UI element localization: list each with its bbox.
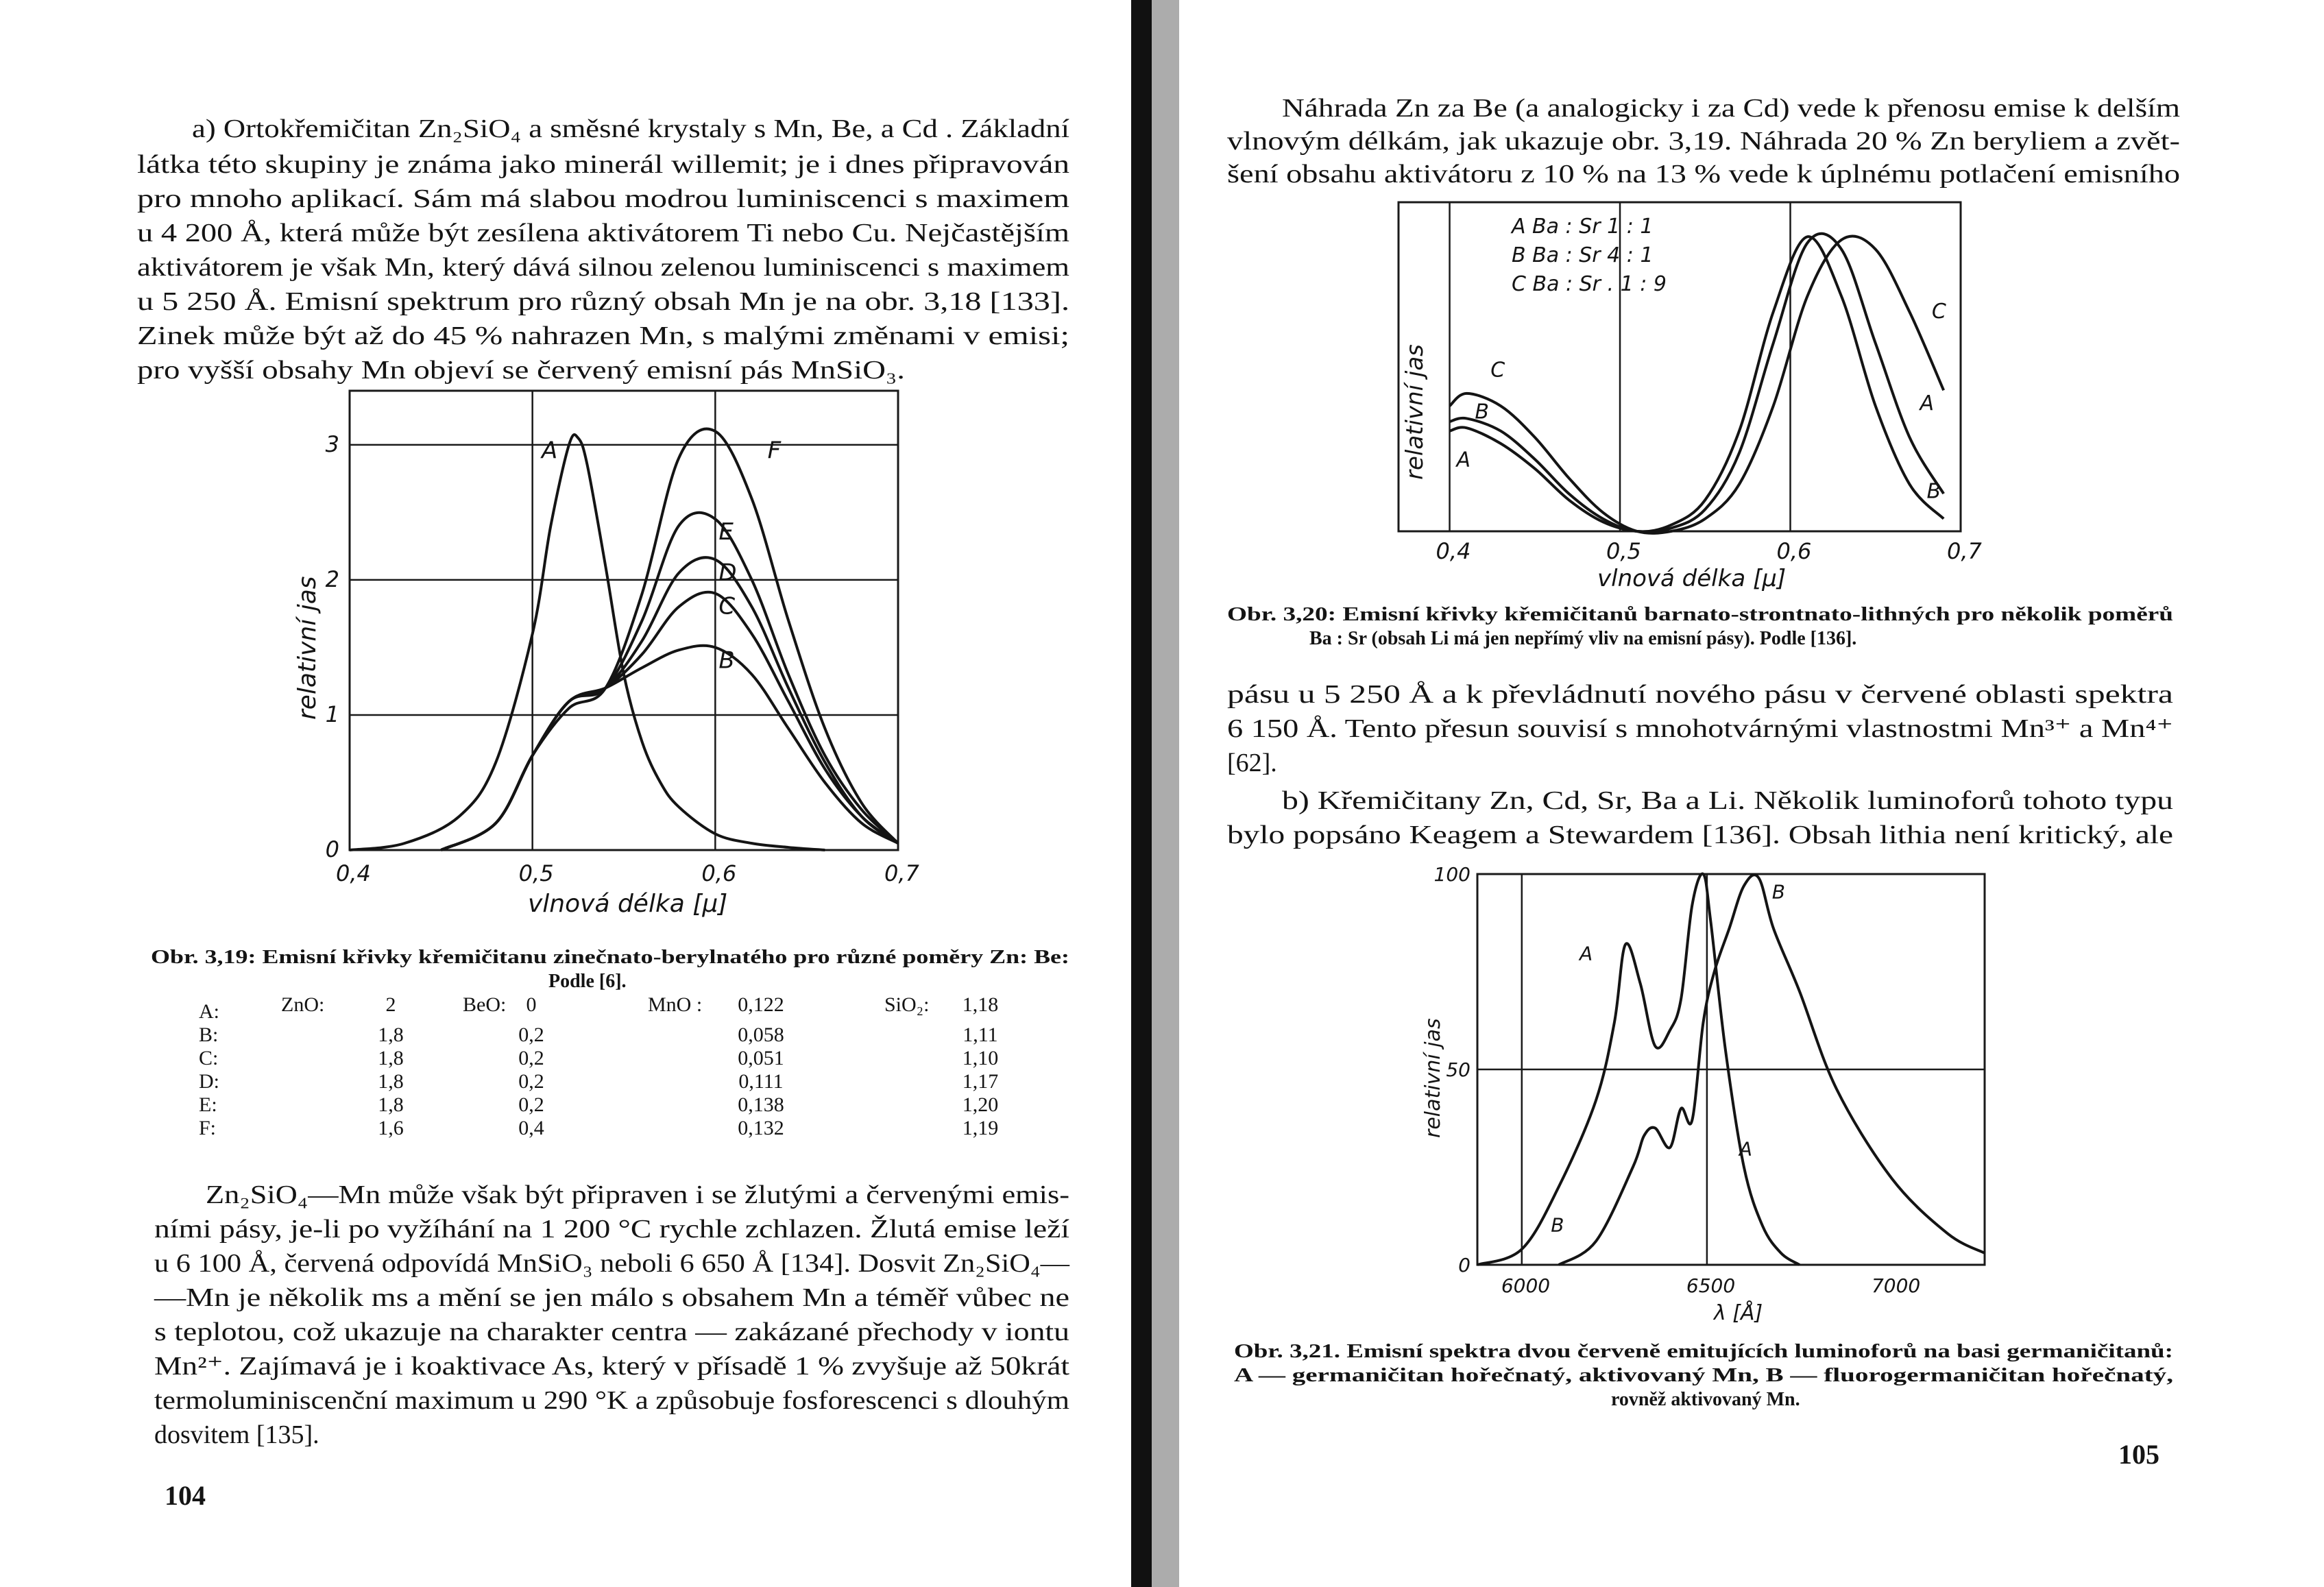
x-tick-label: 0,4 — [1436, 538, 1471, 564]
series-label-A: A — [1456, 448, 1471, 472]
table-cell-mno: 0,122 — [738, 993, 784, 1016]
text-line: u 4 200 Å, která může být zesílena aktivátorem Ti nebo Cu. Nejčastějším — [137, 219, 1069, 247]
spine-shadow — [1152, 0, 1179, 1587]
table-column-label: MnO : — [648, 993, 703, 1016]
x-tick-label: 0,4 — [336, 860, 371, 886]
table-row-label: A: — [199, 1000, 219, 1023]
y-axis-label: relativní jas — [1401, 344, 1429, 480]
x-tick-label: 0,7 — [1947, 538, 1982, 564]
x-axis-label: vlnová délka [μ] — [528, 890, 728, 918]
text-line: Zinek může být až do 45 % nahrazen Mn, s malými změnami v emisi; — [137, 322, 1069, 350]
x-tick-label: 0,7 — [884, 860, 919, 886]
text-line: pro vyšší obsahy Mn objeví se červený emisní pás MnSiO₃. — [137, 356, 905, 385]
x-tick-label: 6500 — [1686, 1274, 1736, 1297]
text-line: u 6 100 Å, červená odpovídá MnSiO₃ neboli 6 650 Å [134]. Dosvit Zn₂SiO₄— — [154, 1249, 1071, 1278]
y-tick-label: 0 — [1458, 1254, 1470, 1276]
text-line: šení obsahu aktivátoru z 10 % na 13 % vede k úplnému potlačení emisního — [1227, 160, 2180, 189]
text-line: ními pásy, je-li po vyžíhání na 1 200 °C rychle zchlazen. Žlutá emise leží — [154, 1215, 1070, 1244]
table-cell-sio2: 1,11 — [963, 1023, 998, 1046]
table-cell-beo: 0,2 — [518, 1070, 544, 1093]
table-cell-mno: 0,058 — [738, 1023, 784, 1046]
table-cell-zno: 1,8 — [378, 1023, 404, 1046]
table-cell-beo: 0 — [526, 993, 537, 1016]
series-label-E: E — [718, 518, 734, 546]
table-cell-sio2: 1,18 — [962, 993, 999, 1016]
series-label-F: F — [767, 437, 782, 465]
table-row-label: C: — [199, 1047, 219, 1069]
table-cell-mno: 0,111 — [738, 1070, 784, 1093]
table-row-label: E: — [199, 1093, 217, 1116]
table-column-label: SiO₂: — [884, 993, 930, 1016]
table-cell-zno: 1,8 — [378, 1093, 404, 1116]
legend-entry: B Ba : Sr 4 : 1 — [1512, 243, 1654, 267]
text-line: Mn²⁺. Zajímavá je i koaktivace As, který v přísadě 1 % zvyšuje až 50krát — [154, 1352, 1070, 1381]
series-label-B: B — [1475, 400, 1489, 424]
text-line: termoluminiscenční maximum u 290 °K a způsobuje fosforescenci s dlouhým — [154, 1386, 1069, 1415]
table-row-label: D: — [199, 1070, 219, 1093]
text-line: s teplotou, což ukazuje na charakter centra — zakázané přechody v iontu — [154, 1318, 1069, 1346]
table-cell-beo: 0,2 — [518, 1047, 544, 1069]
text-line: b) Křemičitany Zn, Cd, Sr, Ba a Li. Několik luminoforů tohoto typu — [1282, 786, 2173, 815]
text-line: Zn₂SiO₄—Mn může však být připraven i se žlutými a červenými emis- — [206, 1180, 1069, 1209]
text-line: pro mnoho aplikací. Sám má slabou modrou luminiscenci s maximem — [137, 184, 1069, 213]
x-tick-label: 6000 — [1501, 1274, 1551, 1297]
y-tick-label: 2 — [325, 566, 339, 592]
x-axis-label: λ [Å] — [1714, 1301, 1763, 1325]
series-label-A: A — [1739, 1137, 1753, 1161]
table-column-label: ZnO: — [281, 993, 325, 1016]
y-tick-label: 1 — [325, 701, 339, 727]
text-line: vlnovým délkám, jak ukazuje obr. 3,19. Náhrada 20 % Zn beryliem a zvět- — [1227, 127, 2180, 156]
y-tick-label: 100 — [1433, 863, 1470, 886]
text-line: látka této skupiny je známa jako minerál willemit; je i dnes připravován — [137, 150, 1069, 179]
text-line: bylo popsáno Keagem a Stewardem [136]. Obsah lithia není kritický, ale — [1227, 821, 2173, 849]
table-cell-zno: 2 — [385, 993, 396, 1016]
series-label-B: B — [718, 646, 735, 675]
text-line: aktivátorem je však Mn, který dává silnou zelenou luminiscenci s maximem — [137, 253, 1069, 282]
series-label-D: D — [718, 559, 737, 587]
table-cell-mno: 0,051 — [738, 1047, 784, 1069]
table-cell-beo: 0,2 — [518, 1023, 544, 1046]
page-number-left: 104 — [165, 1480, 206, 1511]
caption-line: Obr. 3,19: Emisní křivky křemičitanu zinečnato-berylnatého pro různé poměry Zn: Be: — [151, 947, 1069, 968]
caption-line: Obr. 3,20: Emisní křivky křemičitanů barnato-strontnato-lithných pro několik poměrů — [1227, 604, 2173, 625]
table-cell-sio2: 1,10 — [962, 1047, 999, 1069]
legend-entry: C Ba : Sr . 1 : 9 — [1512, 272, 1667, 296]
y-tick-label: 50 — [1446, 1058, 1470, 1081]
series-label-C: C — [1931, 300, 1946, 324]
series-label-A: A — [542, 437, 558, 465]
text-line: dosvitem [135]. — [154, 1420, 319, 1449]
caption-line: rovněž aktivovaný Mn. — [1611, 1389, 1800, 1410]
right-paragraph-top — [1227, 94, 2180, 189]
caption-line: Obr. 3,21. Emisní spektra dvou červeně emitujících luminoforů na basi germaničitanů: — [1234, 1341, 2173, 1362]
series-label-C: C — [718, 592, 736, 620]
table-cell-sio2: 1,20 — [962, 1093, 999, 1116]
legend — [1510, 215, 1667, 296]
text-line: u 5 250 Å. Emisní spektrum pro různý obsah Mn je na obr. 3,18 [133]. — [137, 287, 1069, 316]
x-tick-label: 0,5 — [518, 860, 554, 886]
text-line: pásu u 5 250 Å a k převládnutí nového pásu v červené oblasti spektra — [1227, 680, 2174, 709]
table-cell-mno: 0,132 — [738, 1117, 784, 1139]
caption-line: Podle [6]. — [548, 971, 627, 992]
series-label-B: B — [1926, 479, 1941, 504]
text-line: a) Ortokřemičitan Zn₂SiO₄ a směsné krystaly s Mn, Be, a Cd . Základní — [192, 114, 1070, 143]
x-axis-label: vlnová délka [μ] — [1597, 565, 1787, 592]
caption-line: Ba : Sr (obsah Li má jen nepřímý vliv na emisní pásy). Podle [136]. — [1309, 628, 1857, 649]
x-tick-label: 0,5 — [1606, 538, 1641, 564]
y-tick-label: 0 — [325, 836, 339, 862]
table-cell-zno: 1,8 — [378, 1047, 404, 1069]
text-line: 6 150 Å. Tento přesun souvisí s mnohotvárnými vlastnostmi Mn³⁺ a Mn⁴⁺ — [1227, 714, 2173, 743]
x-tick-label: 0,6 — [1776, 538, 1812, 564]
table-cell-beo: 0,2 — [518, 1093, 544, 1116]
text-line: —Mn je několik ms a mění se jen málo s obsahem Mn a téměř vůbec ne — [153, 1283, 1069, 1312]
caption-line: A — germaničitan hořečnatý, aktivovaný Mn, B — fluorogermaničitan hořečnatý, — [1234, 1365, 2173, 1386]
text-line: Náhrada Zn za Be (a analogicky i za Cd) vede k přenosu emise k delším — [1282, 94, 2180, 123]
series-label-B: B — [1771, 880, 1785, 904]
table-cell-zno: 1,8 — [378, 1070, 404, 1093]
table-cell-beo: 0,4 — [518, 1117, 544, 1139]
y-axis-label: relativní jas — [1421, 1018, 1445, 1138]
table-row-label: B: — [199, 1023, 219, 1046]
x-tick-label: 0,6 — [701, 860, 737, 886]
book-spine — [1131, 0, 1152, 1587]
table-cell-mno: 0,138 — [738, 1093, 784, 1116]
table-column-label: BeO: — [463, 993, 507, 1016]
x-tick-label: 7000 — [1871, 1274, 1921, 1297]
text-line: [62]. — [1227, 749, 1277, 777]
series-label-A: A — [1920, 391, 1934, 415]
y-axis-label: relativní jas — [293, 576, 322, 720]
series-label-A: A — [1579, 942, 1593, 965]
table-row-label: F: — [199, 1117, 217, 1139]
y-tick-label: 3 — [325, 431, 339, 457]
table-cell-sio2: 1,19 — [962, 1117, 999, 1139]
page-number-right: 105 — [2118, 1439, 2159, 1470]
legend-entry: A Ba : Sr 1 : 1 — [1512, 215, 1654, 239]
table-cell-sio2: 1,17 — [962, 1070, 999, 1093]
series-label-B: B — [1551, 1213, 1564, 1237]
table-cell-zno: 1,6 — [378, 1117, 404, 1139]
series-label-C: C — [1490, 358, 1505, 383]
